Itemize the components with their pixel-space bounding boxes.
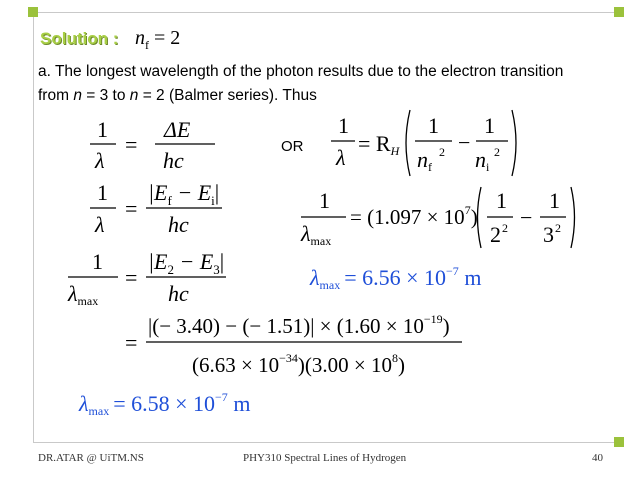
eqR2-left-paren [478, 187, 482, 248]
solution-label: Solution : [40, 29, 119, 48]
intro-n1: n [73, 87, 82, 104]
eq2-lambda: λ [95, 212, 105, 237]
eq3-lambda-max: λmax [68, 281, 99, 308]
eqR2-lambda-max: λmax [301, 221, 332, 248]
eqR1-minus: − [458, 130, 471, 155]
eqR2-b-sup: 2 [555, 221, 561, 235]
eqR1-nf: nf [417, 147, 432, 174]
eq1-delta-e: ΔE [164, 117, 191, 142]
eqR1-right-paren [512, 110, 516, 176]
footer-course-title: PHY310 Spectral Lines of Hydrogen [243, 452, 407, 464]
final-answer [78, 390, 250, 418]
eqR1-a-sup: 2 [439, 145, 445, 159]
eq3-equals: = [125, 265, 138, 290]
nf-symbol: n [135, 27, 145, 49]
intro-n2: n [129, 87, 139, 104]
eqR1-b-num: 1 [484, 113, 495, 138]
equation-substitution [125, 312, 462, 377]
rydberg-result [309, 264, 481, 292]
eqR2-a-sup: 2 [502, 221, 508, 235]
rydberg-substitution [300, 187, 575, 248]
eqR1-ni: ni [475, 147, 490, 174]
eqR1-lambda: λ [336, 145, 346, 170]
eq1-equals: = [125, 132, 138, 157]
eqR1-left-paren [406, 110, 410, 176]
eqR2-a-num: 1 [496, 188, 507, 213]
intro-text-3: = 2 (Balmer series). Thus [138, 87, 317, 104]
eq4-equals: = [125, 330, 138, 355]
eq3-numerator: 1 [92, 249, 103, 274]
nf-value: = 2 [149, 27, 181, 49]
answer-lambda-max: $\lambda\max = 6.58 \times 10^{-7}$ m [79, 390, 251, 418]
nf-subscript: f [145, 38, 149, 52]
eq2-hc: hc [168, 212, 189, 237]
eq4-numerator: |(− 3.40) − (− $1.51)| \times (1.60 \times 10^{-19})$ [148, 312, 450, 338]
eq2-numerator: 1 [97, 180, 108, 205]
intro-text-2: = 3 to [81, 87, 130, 104]
eq1-numerator: 1 [97, 117, 108, 142]
equation-energy-wavelength [90, 117, 215, 173]
eqR2-numerator: 1 [319, 188, 330, 213]
page-number: 40 [592, 452, 603, 464]
eq1-lambda: λ [95, 148, 105, 173]
eq2-rhs-numerator: $|E_f - E_i|$ [148, 180, 220, 208]
eqR2-b-num: 1 [549, 188, 560, 213]
result-lambda-max: $\lambda\max = 6.56 \times 10^{-7}$ m [310, 264, 482, 292]
intro-text-1: a. The longest wavelength of the photon results due to the electron transition from [38, 63, 564, 104]
eq1-hc: hc [163, 148, 184, 173]
rydberg-equation [331, 110, 516, 176]
or-label: OR [281, 138, 304, 155]
eqR1-a-num: 1 [428, 113, 439, 138]
eq2-equals: = [125, 196, 138, 221]
eq4-denominator: $(6.63 \times 10^{-34})(3.00 \times 10^8)$ [192, 351, 405, 377]
eqR2-right-paren [571, 187, 575, 248]
equation-energy-difference [90, 180, 222, 237]
eqR1-rydberg: = RH [358, 131, 400, 158]
eqR2-a-den: 2 [490, 222, 501, 247]
eq3-rhs-numerator: $|E_2 - E_3|$ [148, 249, 225, 277]
footer-author: DR.ATAR @ UiTM.NS [38, 452, 144, 464]
eqR1-b-sup: 2 [494, 145, 500, 159]
eqR2-constant: = $(1.097 \times 10^7)$ [350, 203, 478, 229]
eq3-hc: hc [168, 281, 189, 306]
eqR2-minus: − [520, 205, 533, 230]
eqR1-numerator: 1 [338, 113, 349, 138]
eqR2-b-den: 3 [543, 222, 554, 247]
equation-e2-e3 [67, 249, 226, 308]
